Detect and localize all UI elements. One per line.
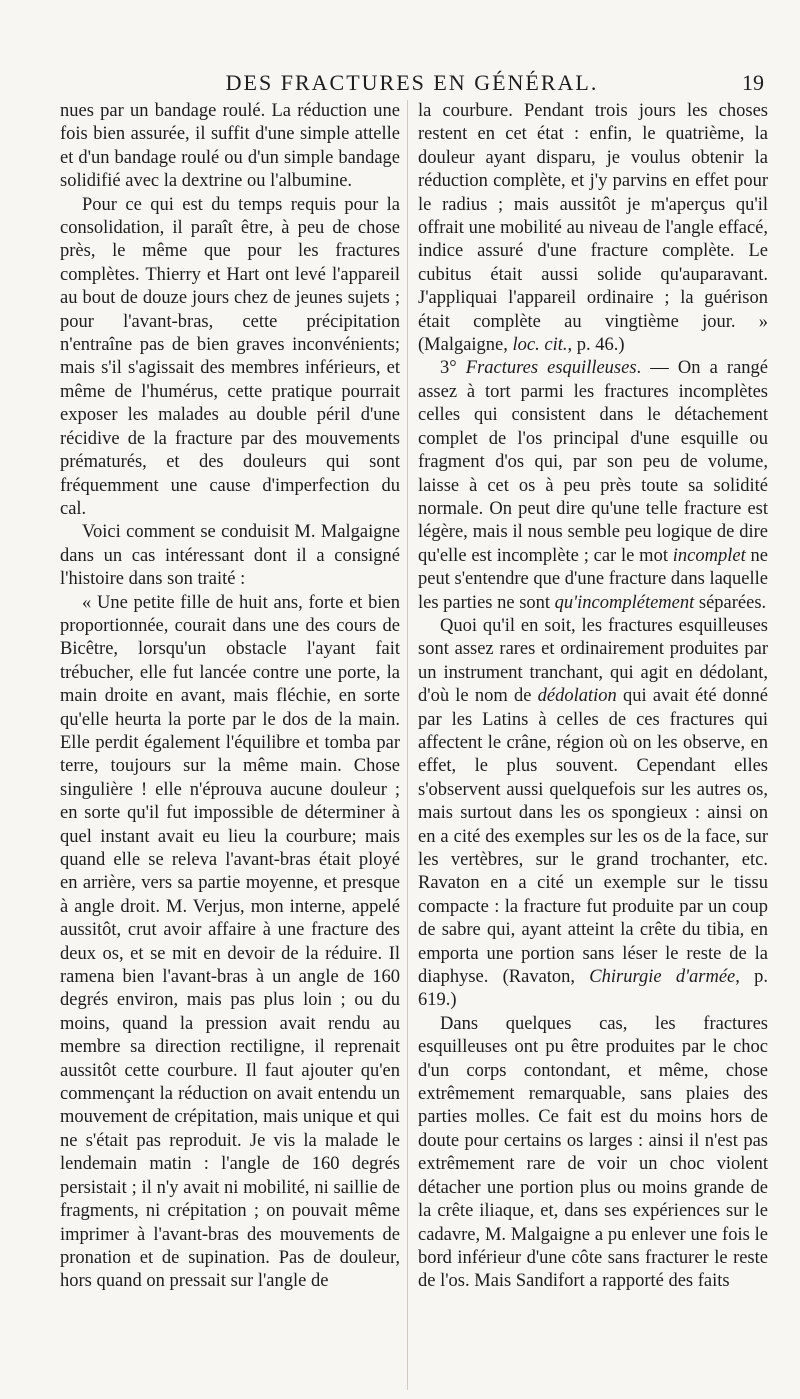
right-paragraph-1: la courbure. Pendant trois jours les choses restent en cet état : enfin, le quatrième, la douleur ayant disparu, je voulus obtenir la réduction complète, et j'y parvins en effet pour le radius ; mais aussitôt je m'aperçus qu'il offrait une mobilité au niveau de l'angle effacé, indice assuré d'une fracture complète. Le cubitus était aussi solide qu'auparavant. J'appliquai l'appareil ordinaire ; la guérison était complète au vingtième jour. » (Malgaigne, loc. cit., p. 46.) <box>418 101 768 356</box>
left-paragraph-3: Voici comment se conduisit M. Malgaigne dans un cas intéressant dont il a consigné l'histoire dans son traité : <box>60 522 400 590</box>
citation-loc-cit: loc. cit. <box>512 335 568 356</box>
right-column <box>418 100 768 1390</box>
running-head: DES FRACTURES EN GÉNÉRAL. <box>225 70 599 95</box>
left-paragraph-1: nues par un bandage roulé. La réduction une fois bien assurée, il suffit d'une simple attelle et d'un bandage roulé ou d'un simple bandage solidifié avec la dextrine ou l'albumine. <box>60 101 400 192</box>
section-title-fractures-esquilleuses: Fractures esquilleuses <box>465 358 637 379</box>
page-number: 19 <box>742 70 764 95</box>
left-paragraph-4: « Une petite fille de huit ans, forte et bien proportionnée, courait dans une des cours de Bicêtre, lorsqu'un obstacle l'ayant fait trébucher, elle fut lancée contre une porte, la main droite en avant, mais fléchie, en sorte qu'elle heurta la porte par le dos de la main. Elle perdit également l'équilibre et tomba par terre, toujours sur la même main. Chose singulière ! elle n'éprouva aucune douleur ; en sorte qu'il fut impossible de déterminer à quel instant avait eu lieu la courbure; mais quand elle se releva l'avant-bras était ployé en arrière, vers sa partie moyenne, et presque à angle droit. M. Verjus, mon interne, appelé aussitôt, crut avoir affaire à une fracture des deux os, et se mit en devoir de la réduire. Il ramena bien l'avant-bras à un angle de 160 degrés environ, mais pas plus loin ; ou du moins, quand la pression avait rendu au membre sa direction rectiligne, il reprenait aussitôt cette courbure. Il faut ajouter qu'en commençant la réduction on avait entendu un mouvement de crépitation, mais unique et qui ne s'était pas reproduit. Je vis la malade le lendemain matin : l'angle de 160 degrés persistait ; il n'y avait ni mobilité, ni saillie de fragments, ni crépitation ; on pouvait même imprimer à l'avant-bras des mouvements de pronation et de supination. Pas de douleur, hors quand on pressait sur l'angle de <box>60 592 400 1292</box>
citation-chirurgie-armee: Chirurgie d'armée <box>589 967 736 988</box>
column-divider <box>407 100 408 1390</box>
right-paragraph-3: Quoi qu'il en soit, les fractures esquilleuses sont assez rares et ordinairement produites par un instrument tranchant, qui agit en dédolant, d'où le nom de dédolation qui avait été donné par les Latins à celles de ces fractures qui affectent le crâne, région où on les observe, en effet, le plus souvent. Cependant elles s'observent aussi quelquefois sur les autres os, mais surtout dans les os spongieux : ainsi on en a cité des exemples sur les os de la face, sur les vertèbres, sur le grand trochanter, etc. Ravaton en a cité un exemple sur le tissu compacte : la fracture fut produite par un coup de sabre qui, ayant atteint la crête du tibia, en emporta une portion sans léser le reste de la diaphyse. (Ravaton, Chirurgie d'armée, p. 619.) <box>418 615 768 1011</box>
right-paragraph-2: 3° Fractures esquilleuses. — On a rangé assez à tort parmi les fractures incomplètes celles qui consistent dans le détachement complet de l'os principal d'une esquille ou fragment d'os qui, par son peu de volume, laisse à cet os à peu près toute sa solidité normale. On peut dire qu'une telle fracture est légère, mais il nous semble peu logique de dire qu'elle est incomplète ; car le mot incomplet ne peut s'entendre que d'une fracture dans laquelle les parties ne sont qu'incomplétement séparées. <box>418 358 768 613</box>
right-paragraph-4: Dans quelques cas, les fractures esquilleuses ont pu être produites par le choc d'un corps contondant, et même, chose extrêmement remarquable, sans plaies des parties molles. Ce fait est du moins hors de doute pour certains os larges : ainsi il n'est pas extrêmement rare de voir un choc violent détacher une portion plus ou moins grande de la crête iliaque, et, dans ses expériences sur le cadavre, M. Malgaigne a pu enlever une fois le bord inférieur d'une côte sans fracturer le reste de l'os. Mais Sandifort a rapporté des faits <box>418 1013 768 1292</box>
left-paragraph-2: Pour ce qui est du temps requis pour la consolidation, il paraît être, à peu de chose près, le même que pour les fractures complètes. Thierry et Hart ont levé l'appareil au bout de douze jours chez de jeunes sujets ; pour l'avant-bras, cette précipitation n'entraîne pas de bien graves inconvénients; mais s'il s'agissait des membres inférieurs, et même de l'humérus, cette pratique pourrait exposer les malades au double péril d'une récidive de la fracture par des mouvements prématurés, et des douleurs qui sont fréquemment une cause d'imperfection du cal. <box>60 194 400 519</box>
left-column <box>60 100 400 1390</box>
page-header <box>60 70 764 100</box>
